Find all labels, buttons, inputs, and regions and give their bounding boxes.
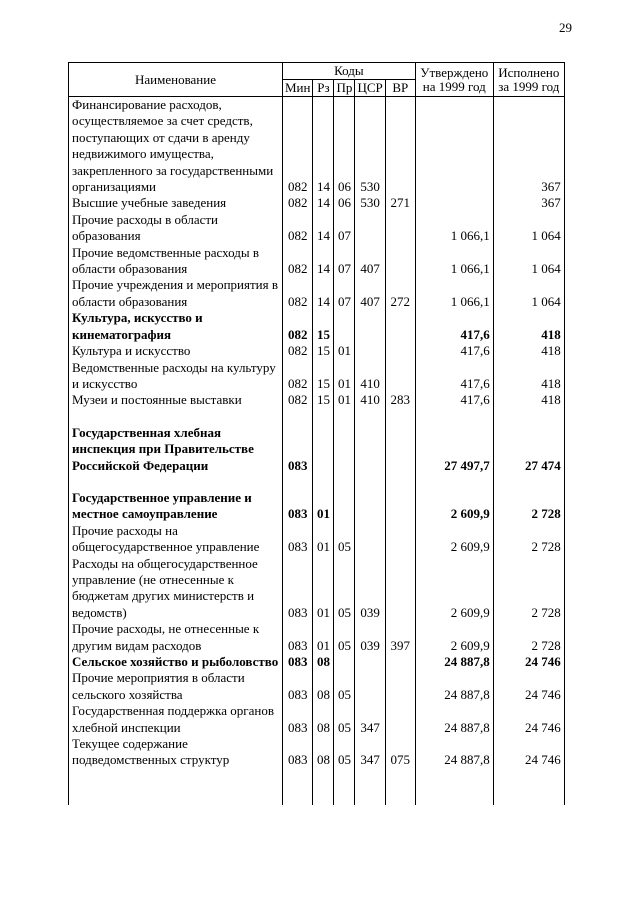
row-approved-amount: 2 609,9: [415, 556, 493, 622]
row-min-code: [283, 769, 313, 805]
row-executed-amount: 2 728: [493, 490, 564, 523]
row-vr-code: [385, 670, 415, 703]
row-pr-code: [334, 425, 355, 474]
row-approved-amount: [415, 97, 493, 196]
row-name: Сельское хозяйство и рыболовство: [69, 654, 283, 670]
table-row: [69, 392, 565, 408]
row-rz-code: 01: [313, 621, 334, 654]
row-min-code: 083: [283, 654, 313, 670]
budget-table: [68, 62, 565, 805]
row-pr-code: 05: [334, 703, 355, 736]
row-name: Прочие мероприятия в области сельского хозяйства: [69, 670, 283, 703]
row-pr-code: [334, 490, 355, 523]
table-body: [69, 97, 565, 805]
table-row: [69, 490, 565, 523]
header-rz: Рз: [313, 80, 334, 97]
row-pr-code: 06: [334, 97, 355, 196]
row-name: Текущее содержание подведомственных структур: [69, 736, 283, 769]
row-rz-code: [313, 769, 334, 805]
row-approved-amount: 27 497,7: [415, 425, 493, 474]
row-executed-amount: 418: [493, 343, 564, 359]
row-vr-code: [385, 523, 415, 556]
row-csr-code: [355, 212, 385, 245]
row-vr-code: [385, 343, 415, 359]
row-executed-amount: 367: [493, 97, 564, 196]
row-pr-code: 05: [334, 736, 355, 769]
row-pr-code: 05: [334, 556, 355, 622]
row-executed-amount: 1 064: [493, 212, 564, 245]
row-approved-amount: 417,6: [415, 360, 493, 393]
row-name: Расходы на общегосударственное управление (не отнесенные к бюджетам других министерств и ведомств): [69, 556, 283, 622]
row-vr-code: [385, 474, 415, 490]
row-approved-amount: 2 609,9: [415, 490, 493, 523]
header-approved: Утверждено на 1999 год: [415, 63, 493, 97]
row-name: [69, 409, 283, 425]
row-name: [69, 769, 283, 805]
table-row: [69, 654, 565, 670]
row-min-code: 083: [283, 490, 313, 523]
header-executed: Исполнено за 1999 год: [493, 63, 564, 97]
row-min-code: 082: [283, 310, 313, 343]
row-rz-code: [313, 425, 334, 474]
row-approved-amount: 24 887,8: [415, 654, 493, 670]
row-approved-amount: 417,6: [415, 343, 493, 359]
row-vr-code: 272: [385, 277, 415, 310]
row-name: Государственное управление и местное самоуправление: [69, 490, 283, 523]
row-executed-amount: 24 746: [493, 654, 564, 670]
row-min-code: 082: [283, 245, 313, 278]
row-rz-code: 15: [313, 310, 334, 343]
row-csr-code: [355, 474, 385, 490]
row-executed-amount: [493, 474, 564, 490]
table-row: [69, 425, 565, 474]
row-name: Прочие учреждения и мероприятия в области образования: [69, 277, 283, 310]
table-row: [69, 703, 565, 736]
row-pr-code: 01: [334, 343, 355, 359]
row-pr-code: 07: [334, 212, 355, 245]
row-csr-code: 410: [355, 392, 385, 408]
row-min-code: 082: [283, 195, 313, 211]
row-rz-code: 08: [313, 670, 334, 703]
row-rz-code: 01: [313, 556, 334, 622]
row-approved-amount: [415, 769, 493, 805]
page-number: 29: [559, 20, 572, 35]
table-row: [69, 245, 565, 278]
row-vr-code: 397: [385, 621, 415, 654]
row-executed-amount: 367: [493, 195, 564, 211]
row-rz-code: 14: [313, 277, 334, 310]
spacer-row: [69, 409, 565, 425]
table-row: [69, 310, 565, 343]
row-min-code: 082: [283, 97, 313, 196]
row-executed-amount: 24 746: [493, 703, 564, 736]
row-name: [69, 474, 283, 490]
row-name: Культура и искусство: [69, 343, 283, 359]
table-row: [69, 195, 565, 211]
row-vr-code: [385, 97, 415, 196]
row-name: Прочие расходы, не отнесенные к другим видам расходов: [69, 621, 283, 654]
row-executed-amount: 418: [493, 310, 564, 343]
row-csr-code: [355, 490, 385, 523]
row-pr-code: 07: [334, 277, 355, 310]
row-vr-code: 283: [385, 392, 415, 408]
row-name: Финансирование расходов, осуществляемое за счет средств, поступающих от сдачи в аренду недвижимого имущества, закрепленного за государственными организациями: [69, 97, 283, 196]
header-csr: ЦСР: [355, 80, 385, 97]
row-name: Ведомственные расходы на культуру и искусство: [69, 360, 283, 393]
row-csr-code: [355, 769, 385, 805]
row-executed-amount: 2 728: [493, 556, 564, 622]
row-vr-code: [385, 409, 415, 425]
row-rz-code: 14: [313, 195, 334, 211]
row-pr-code: 06: [334, 195, 355, 211]
row-rz-code: 14: [313, 212, 334, 245]
row-vr-code: [385, 212, 415, 245]
row-rz-code: 01: [313, 490, 334, 523]
row-pr-code: 07: [334, 245, 355, 278]
row-executed-amount: 418: [493, 360, 564, 393]
row-rz-code: [313, 409, 334, 425]
row-min-code: 082: [283, 212, 313, 245]
row-pr-code: [334, 769, 355, 805]
row-rz-code: 14: [313, 245, 334, 278]
row-approved-amount: 417,6: [415, 310, 493, 343]
row-csr-code: 407: [355, 245, 385, 278]
row-csr-code: [355, 409, 385, 425]
row-vr-code: [385, 360, 415, 393]
row-pr-code: [334, 310, 355, 343]
row-csr-code: 407: [355, 277, 385, 310]
row-vr-code: [385, 245, 415, 278]
row-name: Государственная хлебная инспекция при Правительстве Российской Федерации: [69, 425, 283, 474]
row-vr-code: [385, 310, 415, 343]
row-min-code: 082: [283, 392, 313, 408]
row-approved-amount: 2 609,9: [415, 621, 493, 654]
row-name: Прочие расходы на общегосударственное управление: [69, 523, 283, 556]
row-csr-code: 039: [355, 621, 385, 654]
row-executed-amount: 1 064: [493, 277, 564, 310]
header-name: Наименование: [69, 63, 283, 97]
row-min-code: 082: [283, 343, 313, 359]
row-executed-amount: [493, 769, 564, 805]
row-approved-amount: 2 609,9: [415, 523, 493, 556]
row-approved-amount: [415, 195, 493, 211]
row-approved-amount: [415, 474, 493, 490]
row-name: Высшие учебные заведения: [69, 195, 283, 211]
table-row: [69, 360, 565, 393]
row-name: Прочие расходы в области образования: [69, 212, 283, 245]
row-pr-code: 01: [334, 360, 355, 393]
row-vr-code: 271: [385, 195, 415, 211]
row-min-code: 083: [283, 621, 313, 654]
row-name: Культура, искусство и кинематография: [69, 310, 283, 343]
row-executed-amount: 2 728: [493, 523, 564, 556]
table-row: [69, 277, 565, 310]
row-approved-amount: 1 066,1: [415, 212, 493, 245]
row-csr-code: 347: [355, 736, 385, 769]
row-min-code: 082: [283, 277, 313, 310]
row-min-code: 083: [283, 556, 313, 622]
row-vr-code: [385, 769, 415, 805]
row-csr-code: 530: [355, 97, 385, 196]
row-executed-amount: 2 728: [493, 621, 564, 654]
row-csr-code: [355, 343, 385, 359]
row-csr-code: [355, 670, 385, 703]
row-rz-code: 14: [313, 97, 334, 196]
row-vr-code: [385, 556, 415, 622]
row-approved-amount: [415, 409, 493, 425]
row-pr-code: [334, 474, 355, 490]
row-rz-code: 01: [313, 523, 334, 556]
row-rz-code: 15: [313, 360, 334, 393]
row-approved-amount: 417,6: [415, 392, 493, 408]
row-vr-code: 075: [385, 736, 415, 769]
row-name: Государственная поддержка органов хлебной инспекции: [69, 703, 283, 736]
table-row: [69, 523, 565, 556]
row-min-code: [283, 474, 313, 490]
row-executed-amount: 27 474: [493, 425, 564, 474]
row-executed-amount: [493, 409, 564, 425]
row-csr-code: 347: [355, 703, 385, 736]
row-approved-amount: 24 887,8: [415, 736, 493, 769]
row-rz-code: 08: [313, 654, 334, 670]
row-name: Прочие ведомственные расходы в области образования: [69, 245, 283, 278]
row-csr-code: [355, 425, 385, 474]
row-rz-code: 15: [313, 343, 334, 359]
row-name: Музеи и постоянные выставки: [69, 392, 283, 408]
row-executed-amount: 24 746: [493, 670, 564, 703]
table-row: [69, 212, 565, 245]
row-vr-code: [385, 654, 415, 670]
row-min-code: [283, 409, 313, 425]
row-rz-code: 08: [313, 736, 334, 769]
row-csr-code: 530: [355, 195, 385, 211]
row-pr-code: 01: [334, 392, 355, 408]
row-executed-amount: 1 064: [493, 245, 564, 278]
row-pr-code: [334, 409, 355, 425]
row-min-code: 083: [283, 736, 313, 769]
row-csr-code: [355, 523, 385, 556]
header-min: Мин: [283, 80, 313, 97]
trailing-row: [69, 769, 565, 805]
row-vr-code: [385, 490, 415, 523]
row-vr-code: [385, 425, 415, 474]
row-approved-amount: 24 887,8: [415, 670, 493, 703]
header-codes: Коды: [283, 63, 416, 80]
row-min-code: 083: [283, 670, 313, 703]
row-rz-code: 08: [313, 703, 334, 736]
header-vr: ВР: [385, 80, 415, 97]
row-approved-amount: 1 066,1: [415, 245, 493, 278]
header-pr: Пр: [334, 80, 355, 97]
table-row: [69, 97, 565, 196]
row-executed-amount: 24 746: [493, 736, 564, 769]
row-vr-code: [385, 703, 415, 736]
row-csr-code: 410: [355, 360, 385, 393]
row-rz-code: 15: [313, 392, 334, 408]
row-min-code: 083: [283, 703, 313, 736]
row-csr-code: 039: [355, 556, 385, 622]
table-row: [69, 621, 565, 654]
table-row: [69, 736, 565, 769]
table-row: [69, 670, 565, 703]
row-pr-code: 05: [334, 523, 355, 556]
table-row: [69, 556, 565, 622]
row-executed-amount: 418: [493, 392, 564, 408]
row-pr-code: 05: [334, 621, 355, 654]
row-csr-code: [355, 654, 385, 670]
row-min-code: 083: [283, 523, 313, 556]
row-csr-code: [355, 310, 385, 343]
row-pr-code: 05: [334, 670, 355, 703]
spacer-row: [69, 474, 565, 490]
row-approved-amount: 24 887,8: [415, 703, 493, 736]
row-pr-code: [334, 654, 355, 670]
row-approved-amount: 1 066,1: [415, 277, 493, 310]
row-min-code: 082: [283, 360, 313, 393]
row-min-code: 083: [283, 425, 313, 474]
table-row: [69, 343, 565, 359]
row-rz-code: [313, 474, 334, 490]
